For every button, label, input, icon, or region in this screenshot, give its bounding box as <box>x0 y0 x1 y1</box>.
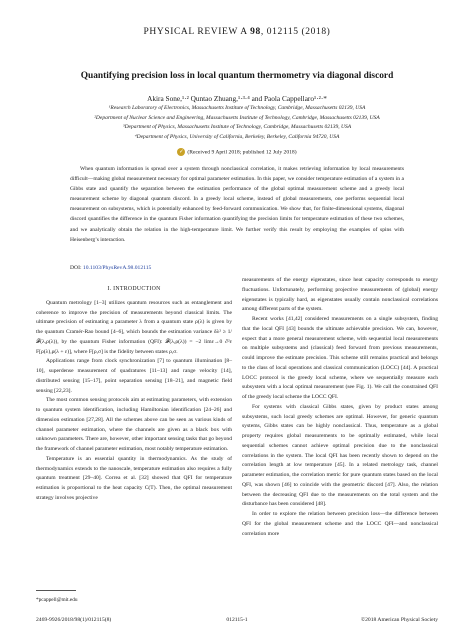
footnote-email: *pcappell@mit.edu <box>36 597 78 603</box>
paper-title: Quantifying precision loss in local quantum thermometry via diagonal discord <box>80 71 394 81</box>
affiliations <box>20 104 454 142</box>
paragraph: Temperature is an essential quantity in thermodynamics. As the study of thermodynamics extends to the nanoscale, temperature estimation also requires a fully quantum treatment [29–40]. Correa et al. [32] showed that QFI for temperature estimation is proportional to the heat capacity C(T). Then, the optimal measurement strategy involves projective <box>36 455 232 501</box>
affiliation-2: ²Department of Nuclear Science and Engineering, Massachusetts Institute of Technology, Cambridge, Massachusetts 02139, USA <box>94 114 380 121</box>
right-column <box>242 276 438 539</box>
section-heading: I. INTRODUCTION <box>107 286 161 292</box>
paragraph: For systems with classical Gibbs states, given by product states among subsystems, such local greedy schemes are optimal. However, for generic quantum systems, Gibbs states can be highly nonclassical. Thus, temperature as a global property requires global measurements to be optimally estimated, while local sequential schemes cannot achieve optimal precision due to the nonclassical correlations in the system. The local QFI has been recently shown to depend on the correlation length at low temperature [45]. In a related metrology task, channel parameter estimation, the correlation metric for pure quantum states based on the local QFI, was shown [46] to coincide with the geometric discord [47]. Also, the relation between the decreasing QFI due to the measurements on the total system and the disturbance has been considered [48]. <box>242 403 438 508</box>
paragraph: The most common sensing protocols aim at estimating parameters, with extension to quantum system identification, including Hamiltonian identification [24–26] and dimension estimation [27,28]. All the schemes above can be seen as various kinds of channel parameter estimation, where the channels are given as a black box with unknown parameters. There are, however, other important sensing tasks that go beyond the framework of channel parameter estimation, most notably temperature estimation. <box>36 397 232 452</box>
journal-name: PHYSICAL REVIEW A <box>143 27 248 37</box>
abstract: When quantum information is spread over a system through nonclassical correlation, it makes retrieving information by local measurements difficult—making global measurement necessary for optimal parameter estimation. In this paper, we consider temperature estimation of a system in a Gibbs state and quantify the separation between the estimation performance of the global optimal measurement scheme and a greedy local measurement scheme by diagonal quantum discord. In a greedy local scheme, instead of global measurements, one performs sequential local measurement on subsystems, which is potentially enhanced by feed-forward communication. We show that, for finite-dimensional systems, diagonal discord quantifies the difference in the quantum Fisher information quantifying the precision limits for temperature estimation of these two schemes, and we analytically obtain the relation in the high-temperature limit. We further verify this result by employing the examples of spins with Heisenberg’s interaction. <box>70 166 404 243</box>
author-list: Akira Sone,¹·² Quntao Zhuang,¹·³·⁴ and Paola Cappellaro¹·²·* <box>147 94 327 103</box>
paragraph: Quantum metrology [1–3] utilizes quantum resources such as entanglement and coherence to improve the precision of measurements beyond classical limits. The ultimate precision of estimating a parameter λ from a quantum state ρ(λ) is given by the quantum Cramér-Rao bound [4–6], which bounds the estimation variance δλ² ≥ 1/𝓕(λ,ρ(λ)), by the quantum Fisher information (QFI): 𝓕(λ,ρ(λ)) = −2 limε→0 ∂²ε F[ρ(λ),ρ(λ + ε)], where F[ρ,σ] is the fidelity between states ρ,σ. <box>36 299 232 355</box>
paragraph: Recent works [41,42] considered measurements on a single subsystem, finding that the local QFI [43] bounds the ultimate achievable precision. We can, however, expect that a more general measurement scheme, with sequential local measurements on multiple subsystems and (classical) feed forward from previous measurements, could improve the estimate precision. This scheme still remains practical and belongs to the class of local operations and classical communication (LOCC) [44]. A practical LOCC protocol is the greedy local scheme, where we sequentially measure each subsystem with a local optimal measurement (see Fig. 1). We call the constrained QFI of the greedy local scheme the LOCC QFI. <box>242 316 438 400</box>
journal-citation: , 012115 (2018) <box>260 27 331 37</box>
footer-page-number: 012115-1 <box>226 617 248 623</box>
footer-copyright: ©2018 American Physical Society <box>360 617 438 623</box>
left-column <box>36 285 232 504</box>
running-header <box>0 27 474 37</box>
check-for-updates-icon[interactable]: ✓ <box>179 149 184 155</box>
received-dates: (Received 9 April 2018; published 12 July 2018) <box>187 149 297 156</box>
received-line <box>20 148 454 156</box>
affiliation-3: ³Department of Physics, Massachusetts Institute of Technology, Cambridge, Massachusetts 02139, USA <box>122 124 352 131</box>
paragraph: In order to explore the relation between precision loss—the difference between QFI for the global measurement scheme and the LOCC QFI—and nonclassical correlation more <box>242 511 438 537</box>
affiliation-4: ⁴Department of Physics, University of California, Berkeley, Berkeley, California 94720, USA <box>134 133 340 140</box>
doi-line <box>70 265 151 271</box>
footer-issn: 2469-9926/2018/98(1)/012115(8) <box>36 617 112 623</box>
paragraph: Applications range from clock synchronization [7] to quantum illumination [8–10], superdense measurement of quadratures [11–13] and range velocity [14], distributed sensing [15–17], point separation sensing [18–21], and magnetic field sensing [22,23]. <box>36 358 232 394</box>
footnote-divider <box>36 590 76 591</box>
doi-label: DOI: <box>70 265 82 271</box>
affiliation-1: ¹Research Laboratory of Electronics, Massachusetts Institute of Technology, Cambridge, Massachusetts 02139, USA <box>108 105 366 111</box>
doi-link[interactable]: 10.1103/PhysRevA.98.012115 <box>82 265 152 271</box>
paragraph: measurements of the energy eigenstates, since heat capacity corresponds to energy fluctuations. Unfortunately, performing projective measurements of (global) energy eigenstates is typically hard, as eigenstates usually contain nonclassical correlations among different parts of the system. <box>242 277 438 313</box>
journal-volume: 98 <box>250 27 261 37</box>
